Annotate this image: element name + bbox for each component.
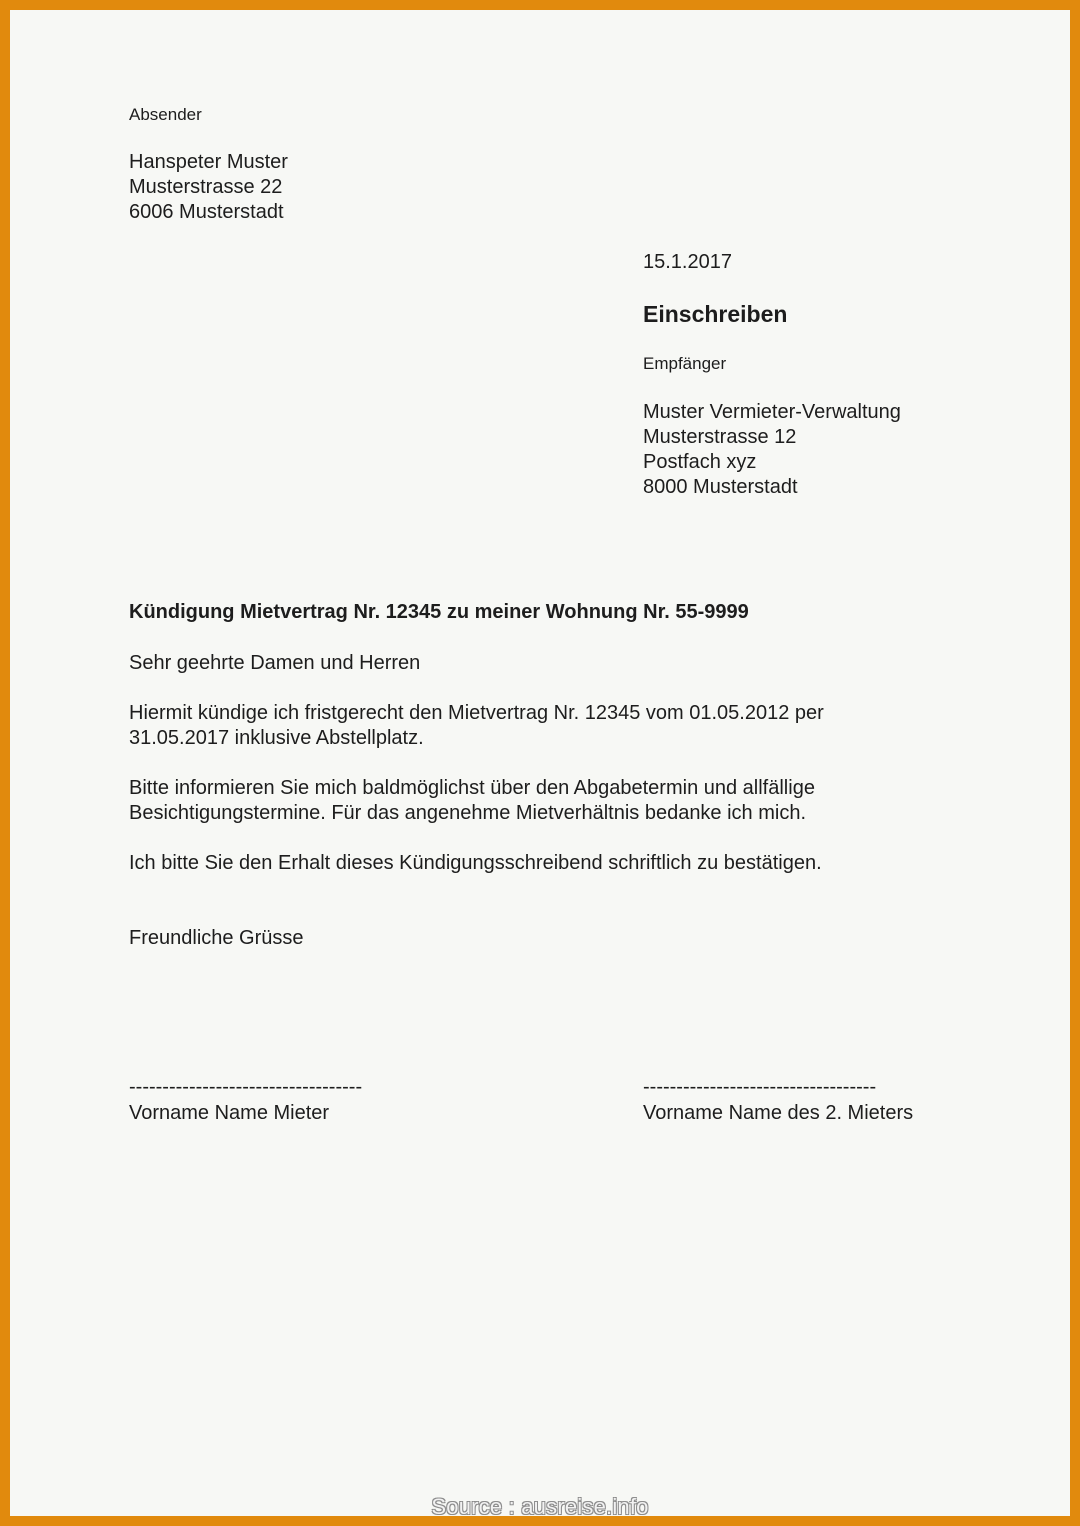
source-watermark: Source : ausreise.info	[431, 1494, 649, 1519]
salutation: Sehr geehrte Damen und Herren	[129, 652, 421, 674]
signature-line-right: -----------------------------------	[643, 1076, 877, 1098]
paragraph-2-line-1: Bitte informieren Sie mich baldmöglichst über den Abgabetermin und allfällige	[129, 777, 815, 799]
paragraph-2	[129, 776, 815, 826]
recipient-label: Empfänger	[643, 354, 727, 373]
recipient-city: 8000 Musterstadt	[643, 476, 798, 498]
recipient-company: Muster Vermieter-Verwaltung	[643, 401, 901, 423]
paragraph-1	[129, 701, 824, 751]
sender-city: 6006 Musterstadt	[129, 201, 284, 223]
signature-right-label: Vorname Name des 2. Mieters	[643, 1102, 914, 1124]
letter-subject: Kündigung Mietvertrag Nr. 12345 zu meiner Wohnung Nr. 55-9999	[129, 601, 749, 623]
recipient-po-box: Postfach xyz	[643, 451, 757, 473]
delivery-method: Einschreiben	[643, 301, 788, 327]
paragraph-1-line-2: 31.05.2017 inklusive Abstellplatz.	[129, 727, 424, 749]
closing: Freundliche Grüsse	[129, 927, 304, 949]
paragraph-1-line-1: Hiermit kündige ich fristgerecht den Mietvertrag Nr. 12345 vom 01.05.2012 per	[129, 702, 824, 724]
recipient-address	[643, 400, 901, 500]
sender-name: Hanspeter Muster	[129, 151, 288, 173]
recipient-street: Musterstrasse 12	[643, 426, 797, 448]
signature-line-left: -----------------------------------	[129, 1076, 363, 1098]
letter-date: 15.1.2017	[643, 251, 732, 273]
signature-left-label: Vorname Name Mieter	[129, 1102, 330, 1124]
sender-address	[129, 150, 288, 225]
sender-street: Musterstrasse 22	[129, 176, 283, 198]
letter-page	[10, 10, 1070, 1516]
paragraph-2-line-2: Besichtigungstermine. Für das angenehme Mietverhältnis bedanke ich mich.	[129, 802, 807, 824]
paragraph-3: Ich bitte Sie den Erhalt dieses Kündigungsschreibend schriftlich zu bestätigen.	[129, 852, 822, 874]
sender-label: Absender	[129, 105, 202, 124]
